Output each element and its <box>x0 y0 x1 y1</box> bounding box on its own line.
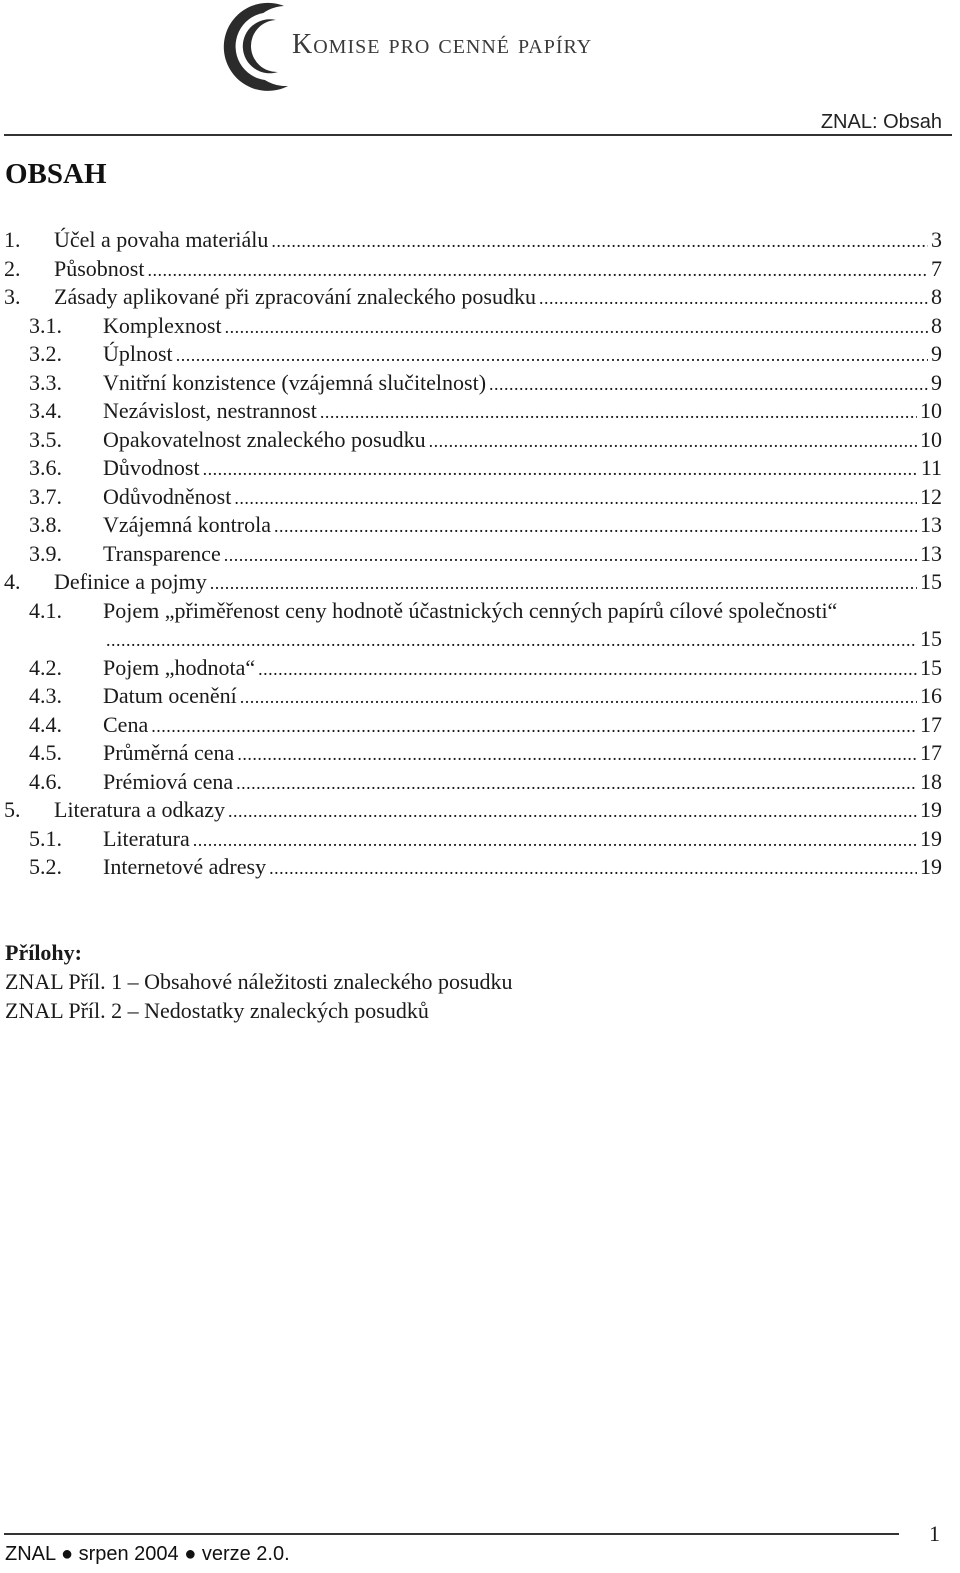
toc-title: Datum ocenění <box>103 683 237 708</box>
toc-title: Důvodnost <box>103 455 200 480</box>
toc-entry <box>103 540 942 570</box>
toc-page-number: 16 <box>920 683 942 708</box>
toc-title: Vnitřní konzistence (vzájemná slučitelnost) <box>103 369 487 395</box>
toc-title: Definice a pojmy <box>54 569 207 594</box>
toc-entry <box>103 711 942 741</box>
toc-page-number: 7 <box>931 255 942 281</box>
toc-number: 2. <box>4 255 21 281</box>
toc-number: 4.3. <box>29 683 62 708</box>
toc-entry <box>103 483 942 513</box>
toc-page-number: 15 <box>920 569 942 594</box>
brand-name: Komise pro cenné papíry <box>292 29 593 60</box>
attachment-item: ZNAL Příl. 2 – Nedostatky znaleckých posudků <box>5 997 429 1023</box>
toc-page-number: 9 <box>931 341 942 366</box>
toc-leader-dots <box>237 740 917 769</box>
toc-number: 3.3. <box>29 369 62 395</box>
toc-title: Cena <box>103 711 149 737</box>
toc-page-number: 11 <box>920 455 942 480</box>
attachment-item: ZNAL Příl. 1 – Obsahové náležitosti znaleckého posudku <box>5 969 513 994</box>
toc-page-number: 15 <box>920 654 942 680</box>
toc-leader-dots <box>210 569 917 598</box>
toc-leader-dots <box>429 427 917 456</box>
toc-number: 5. <box>4 797 21 822</box>
toc-row[interactable] <box>4 255 942 284</box>
toc-row[interactable] <box>4 369 942 398</box>
toc-row[interactable] <box>4 768 942 797</box>
toc-entry <box>103 768 942 798</box>
toc-number: 4.2. <box>29 654 62 680</box>
toc-leader-dots <box>176 341 928 370</box>
toc-entry <box>103 682 942 712</box>
toc-page-number: 19 <box>920 825 942 851</box>
toc-number: 3.9. <box>29 540 62 566</box>
page-title: OBSAH <box>5 158 107 190</box>
toc-page-number: 3 <box>931 227 942 252</box>
toc-leader-dots <box>234 484 917 513</box>
toc-leader-dots <box>151 712 917 741</box>
toc-entry <box>54 568 942 598</box>
toc-number: 1. <box>4 227 21 252</box>
toc-title: Odůvodněnost <box>103 483 232 509</box>
toc-leader-dots <box>269 854 917 883</box>
toc-row[interactable] <box>4 511 942 540</box>
toc-leader-dots <box>320 398 917 427</box>
toc-entry <box>103 426 942 456</box>
toc-number: 5.1. <box>29 825 62 851</box>
toc-leader-dots <box>106 626 917 655</box>
toc-title: Prémiová cena <box>103 768 234 794</box>
toc-leader-dots <box>225 313 928 342</box>
toc-row[interactable] <box>4 540 942 569</box>
toc-entry <box>103 340 942 370</box>
toc-entry <box>103 511 942 541</box>
toc-row[interactable] <box>4 426 942 455</box>
toc-number: 5.2. <box>29 854 62 879</box>
toc-page-number: 9 <box>931 369 942 395</box>
toc-leader-dots <box>193 826 917 855</box>
toc-entry <box>103 739 942 769</box>
attachments-heading: Přílohy: <box>5 940 82 965</box>
toc-row[interactable] <box>4 825 942 854</box>
toc-entry <box>103 312 942 342</box>
kcp-logo <box>222 0 702 100</box>
toc-row[interactable] <box>4 283 942 312</box>
toc-page-number: 19 <box>920 854 942 879</box>
toc-entry <box>103 597 942 626</box>
toc-title: Opakovatelnost znaleckého posudku <box>103 426 426 452</box>
toc-leader-dots <box>489 370 928 399</box>
toc-number: 3.7. <box>29 483 62 509</box>
toc-number: 4.4. <box>29 711 62 737</box>
section-label: ZNAL: Obsah <box>820 111 942 133</box>
toc-row[interactable] <box>4 853 942 882</box>
toc-leader-dots <box>228 797 917 826</box>
toc-page-number: 17 <box>920 740 942 765</box>
toc-title: Pojem „hodnota“ <box>103 654 256 680</box>
toc-row[interactable] <box>4 796 942 825</box>
toc-number: 4.1. <box>29 597 62 623</box>
toc-row[interactable] <box>4 454 942 483</box>
toc-row[interactable] <box>4 340 942 369</box>
toc-page-number: 19 <box>920 797 942 822</box>
toc-number: 3.8. <box>29 512 62 537</box>
toc-title: Vzájemná kontrola <box>103 512 271 537</box>
toc-number: 4. <box>4 569 21 594</box>
toc-number: 3. <box>4 284 21 309</box>
toc-title: Úplnost <box>103 341 173 366</box>
attachments-list <box>5 968 513 1025</box>
toc-title: Zásady aplikované při zpracování znaleckého posudku <box>54 284 536 309</box>
toc-title: Transparence <box>103 540 221 566</box>
toc-entry <box>103 853 942 883</box>
toc-page-number: 13 <box>920 540 942 566</box>
toc-entry <box>103 625 942 655</box>
header-divider <box>4 134 952 136</box>
toc-entry <box>103 825 942 855</box>
page-number: 1 <box>929 1521 940 1546</box>
toc-title: Působnost <box>54 255 145 281</box>
toc-page-number: 18 <box>920 768 942 794</box>
toc-number: 3.4. <box>29 398 62 423</box>
toc-leader-dots <box>147 256 928 285</box>
toc-row[interactable] <box>4 483 942 512</box>
toc-row[interactable] <box>4 226 942 255</box>
toc-leader-dots <box>271 227 928 256</box>
toc-page-number: 10 <box>920 426 942 452</box>
table-of-contents <box>4 226 942 882</box>
toc-number: 4.5. <box>29 740 62 765</box>
toc-title: Účel a povaha materiálu <box>54 227 269 252</box>
toc-number: 4.6. <box>29 768 62 794</box>
toc-page-number: 17 <box>920 711 942 737</box>
toc-row[interactable] <box>4 739 942 768</box>
toc-entry <box>54 796 942 826</box>
toc-number: 3.5. <box>29 426 62 452</box>
toc-row[interactable] <box>4 568 942 597</box>
toc-leader-dots <box>203 455 918 484</box>
toc-leader-dots <box>236 769 917 798</box>
toc-title: Literatura a odkazy <box>54 797 226 822</box>
toc-row[interactable] <box>4 397 942 426</box>
footer-divider <box>4 1533 899 1535</box>
toc-page-number: 15 <box>920 626 942 651</box>
toc-title: Průměrná cena <box>103 740 235 765</box>
toc-leader-dots <box>224 541 917 570</box>
toc-number: 3.6. <box>29 455 62 480</box>
toc-entry <box>103 654 942 684</box>
toc-entry <box>54 226 942 256</box>
toc-entry <box>103 454 942 484</box>
toc-title: Pojem „přiměřenost ceny hodnotě účastnických cenných papírů cílové společnosti“ <box>103 597 838 623</box>
toc-title: Nezávislost, nestrannost <box>103 398 317 423</box>
toc-row[interactable] <box>4 682 942 711</box>
toc-page-number: 8 <box>931 284 942 309</box>
toc-leader-dots <box>539 284 928 313</box>
toc-row[interactable] <box>4 654 942 683</box>
toc-number: 3.1. <box>29 312 62 338</box>
toc-entry <box>103 397 942 427</box>
toc-entry <box>54 255 942 285</box>
toc-title: Literatura <box>103 825 190 851</box>
toc-row[interactable] <box>4 711 942 740</box>
toc-title: Internetové adresy <box>103 854 267 879</box>
toc-row[interactable] <box>4 597 942 626</box>
toc-leader-dots <box>258 655 917 684</box>
crescent-logo-icon <box>222 0 302 100</box>
toc-page-number: 8 <box>931 312 942 338</box>
toc-leader-dots <box>240 683 917 712</box>
toc-row[interactable] <box>4 312 942 341</box>
toc-entry <box>54 283 942 313</box>
toc-page-number: 12 <box>920 483 942 509</box>
footer-text: ZNAL ● srpen 2004 ● verze 2.0. <box>5 1543 290 1565</box>
toc-title: Komplexnost <box>103 312 222 338</box>
toc-leader-dots <box>274 512 917 541</box>
toc-entry <box>103 369 942 399</box>
toc-page-number: 13 <box>920 512 942 537</box>
toc-number: 3.2. <box>29 341 62 366</box>
toc-page-number: 10 <box>920 398 942 423</box>
toc-row[interactable] <box>4 625 942 654</box>
